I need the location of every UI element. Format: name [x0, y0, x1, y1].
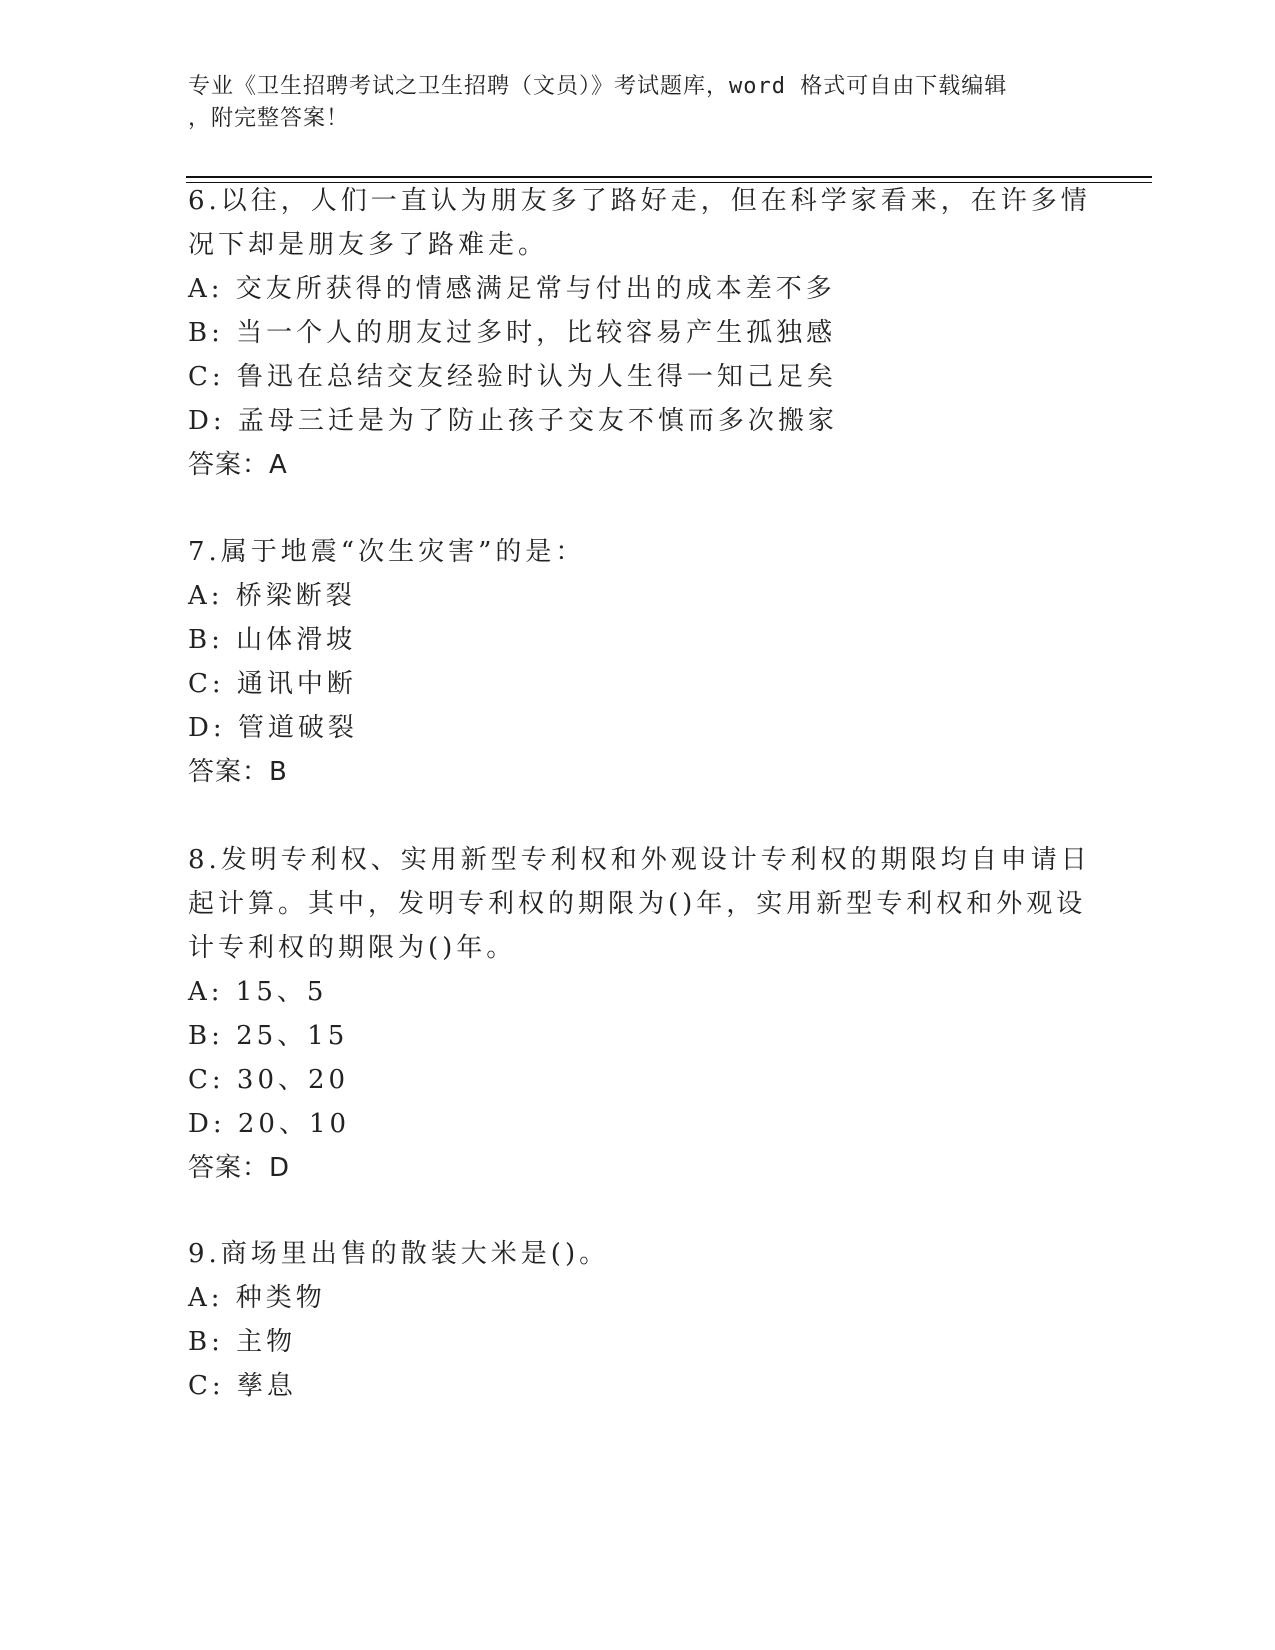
question-stem-line: 6.以往，人们一直认为朋友多了路好走，但在科学家看来，在许多情: [188, 186, 1091, 216]
question-stem-line: 况下却是朋友多了路难走。: [188, 230, 549, 260]
option-c: C: 孳息: [188, 1371, 297, 1401]
answer-line: 答案：B: [188, 757, 288, 787]
answer-line: 答案：A: [188, 450, 288, 480]
header-line-2: ，附完整答案！: [188, 106, 350, 131]
header-line-1: 专业《卫生招聘考试之卫生招聘（文员）》考试题库，word 格式可自由下载编辑: [188, 74, 1008, 99]
option-c: C: 通讯中断: [188, 669, 357, 699]
option-c: C: 30、20: [188, 1065, 350, 1095]
option-b: B: 主物: [188, 1327, 297, 1357]
question-stem-line: 计专利权的期限为()年。: [188, 933, 517, 963]
option-d: D: 20、10: [188, 1109, 351, 1139]
option-a: A: 15、5: [188, 977, 328, 1007]
option-d: D: 孟母三迁是为了防止孩子交友不慎而多次搬家: [188, 406, 838, 436]
question-stem-line: 7.属于地震“次生灾害”的是：: [188, 537, 586, 567]
answer-line: 答案：D: [188, 1153, 291, 1183]
option-b: B: 山体滑坡: [188, 625, 357, 655]
option-b: B: 25、15: [188, 1021, 349, 1051]
header-divider-thick: [186, 176, 1152, 178]
question-stem-line: 起计算。其中，发明专利权的期限为()年，实用新型专利权和外观设: [188, 889, 1087, 919]
option-b: B: 当一个人的朋友过多时，比较容易产生孤独感: [188, 318, 837, 348]
question-stem-line: 8.发明专利权、实用新型专利权和外观设计专利权的期限均自申请日: [188, 845, 1091, 875]
option-c: C: 鲁迅在总结交友经验时认为人生得一知己足矣: [188, 362, 837, 392]
option-d: D: 管道破裂: [188, 713, 358, 743]
option-a: A: 种类物: [188, 1283, 326, 1313]
question-stem-line: 9.商场里出售的散装大米是()。: [188, 1239, 610, 1269]
option-a: A: 交友所获得的情感满足常与付出的成本差不多: [188, 274, 836, 304]
option-a: A: 桥梁断裂: [188, 581, 356, 611]
